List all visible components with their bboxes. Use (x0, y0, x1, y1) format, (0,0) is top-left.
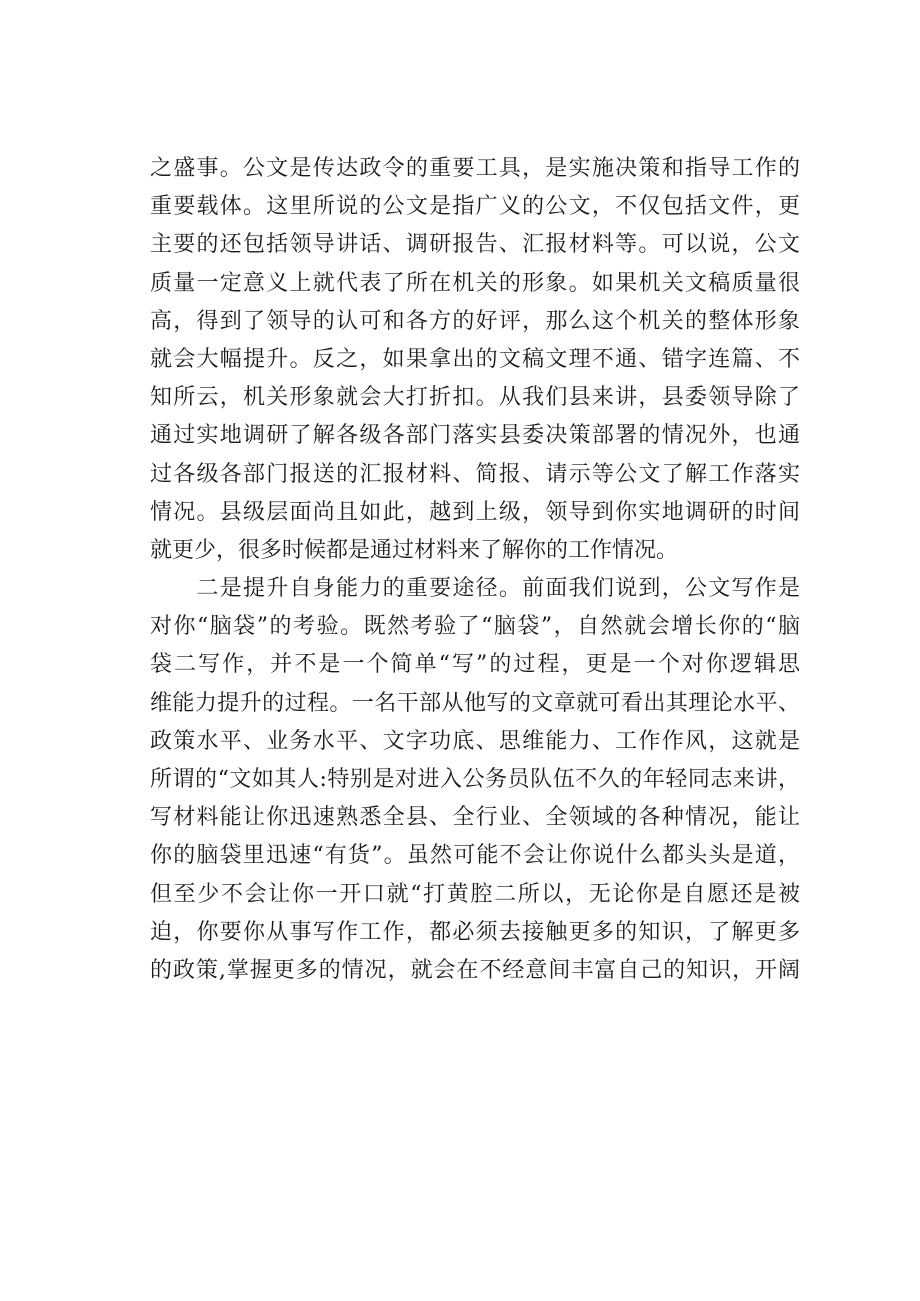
text-line: 质量一定意义上就代表了所在机关的形象。如果机关文稿质量很 (150, 270, 800, 296)
text-line: 的政策,掌握更多的情况，就会在不经意间丰富自己的知识，开阔 (150, 957, 800, 983)
text-line: 你的脑袋里迅速“有货”。虽然可能不会让你说什么都头头是道， (150, 843, 800, 869)
text-line: 重要载体。这里所说的公文是指广义的公文，不仅包括文件，更 (150, 194, 800, 220)
text-line: 写材料能让你迅速熟悉全县、全行业、全领域的各种情况，能让 (150, 805, 800, 831)
text-line: 但至少不会让你一开口就“打黄腔二所以，无论你是自愿还是被 (150, 881, 800, 907)
text-line: 之盛事。公文是传达政令的重要工具，是实施决策和指导工作的 (150, 156, 800, 181)
text-line: 维能力提升的过程。一名干部从他写的文章就可看出其理论水平、 (150, 690, 800, 716)
body-text (150, 150, 800, 990)
text-line: 所谓的“文如其人:特别是对进入公务员队伍不久的年轻同志来讲， (150, 767, 800, 792)
paragraph-start-line: 二是提升自身能力的重要途径。前面我们说到，公文写作是 (150, 576, 800, 602)
text-line: 知所云，机关形象就会大打折扣。从我们县来讲，县委领导除了 (150, 385, 800, 411)
text-line: 迫，你要你从事写作工作，都必须去接触更多的知识，了解更多 (150, 919, 800, 945)
text-line: 情况。县级层面尚且如此，越到上级，领导到你实地调研的时间 (150, 499, 800, 525)
text-line: 高，得到了领导的认可和各方的好评，那么这个机关的整体形象 (150, 308, 800, 334)
text-line: 主要的还包括领导讲话、调研报告、汇报材料等。可以说，公文 (150, 232, 800, 258)
paragraph-end-line: 就更少，很多时候都是通过材料来了解你的工作情况。 (150, 537, 679, 563)
text-line: 就会大幅提升。反之，如果拿出的文稿文理不通、错字连篇、不 (150, 346, 800, 372)
text-line: 袋二写作，并不是一个简单“写”的过程，更是一个对你逻辑思 (150, 652, 800, 678)
text-line: 政策水平、业务水平、文字功底、思维能力、工作作风，这就是 (150, 728, 800, 754)
text-line: 过各级各部门报送的汇报材料、简报、请示等公文了解工作落实 (150, 461, 800, 487)
text-line: 对你“脑袋”的考验。既然考验了“脑袋”，自然就会增长你的“脑 (150, 614, 800, 640)
text-line: 通过实地调研了解各级各部门落实县委决策部署的情况外，也通 (150, 423, 800, 449)
